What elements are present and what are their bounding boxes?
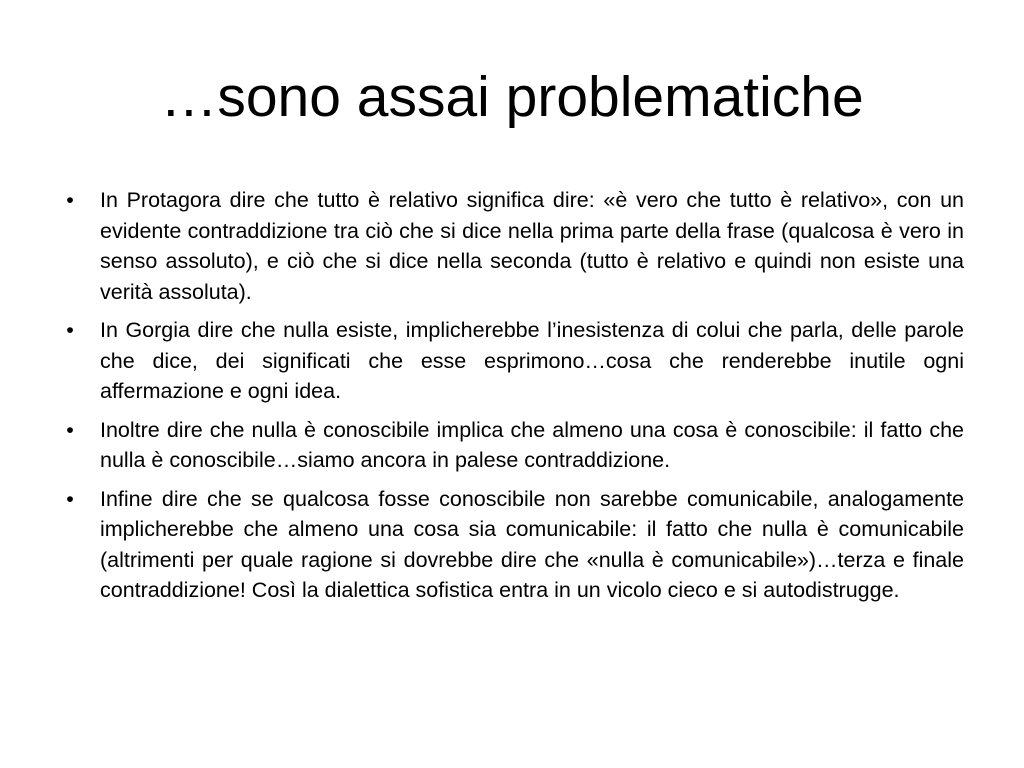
slide-title: …sono assai problematiche: [160, 65, 864, 129]
bullet-icon: •: [66, 486, 74, 511]
bullet-item: [60, 315, 964, 407]
bullet-icon: •: [66, 417, 74, 442]
bullet-list: [60, 185, 964, 614]
bullet-icon: •: [66, 188, 74, 212]
bullet-item: [60, 484, 964, 606]
bullet-icon: •: [66, 318, 74, 342]
bullet-text: In Gorgia dire che nulla esiste, implicherebbe l’inesistenza di colui che parla, delle parole che dice, dei significati che esse esprimono…cosa che renderebbe inutile ogni affermazione e ogni idea.: [100, 318, 964, 403]
bullet-text: Infine dire che se qualcosa fosse conoscibile non sarebbe comunicabile, analogamente implicherebbe che almeno una cosa sia comunicabile: il fatto che nulla è comunicabile (altrimenti per quale ragione si dovrebbe dire che «nulla è comunicabile»)…terza e finale contraddizione! Così la dialettica sofistica entra in un vicolo cieco e si autodistrugge.: [100, 486, 964, 602]
bullet-text: In Protagora dire che tutto è relativo significa dire: «è vero che tutto è relativo», con un evidente contraddizione tra ciò che si dice nella prima parte della frase (qualcosa è vero in senso assoluto), e ciò che si dice nella seconda (tutto è relativo e quindi non esiste una verità assoluta).: [100, 188, 964, 304]
bullet-item: [60, 415, 964, 476]
bullet-item: [60, 185, 964, 307]
bullet-text: Inoltre dire che nulla è conoscibile implica che almeno una cosa è conoscibile: il fatto che nulla è conoscibile…siamo ancora in palese contraddizione.: [100, 417, 964, 472]
